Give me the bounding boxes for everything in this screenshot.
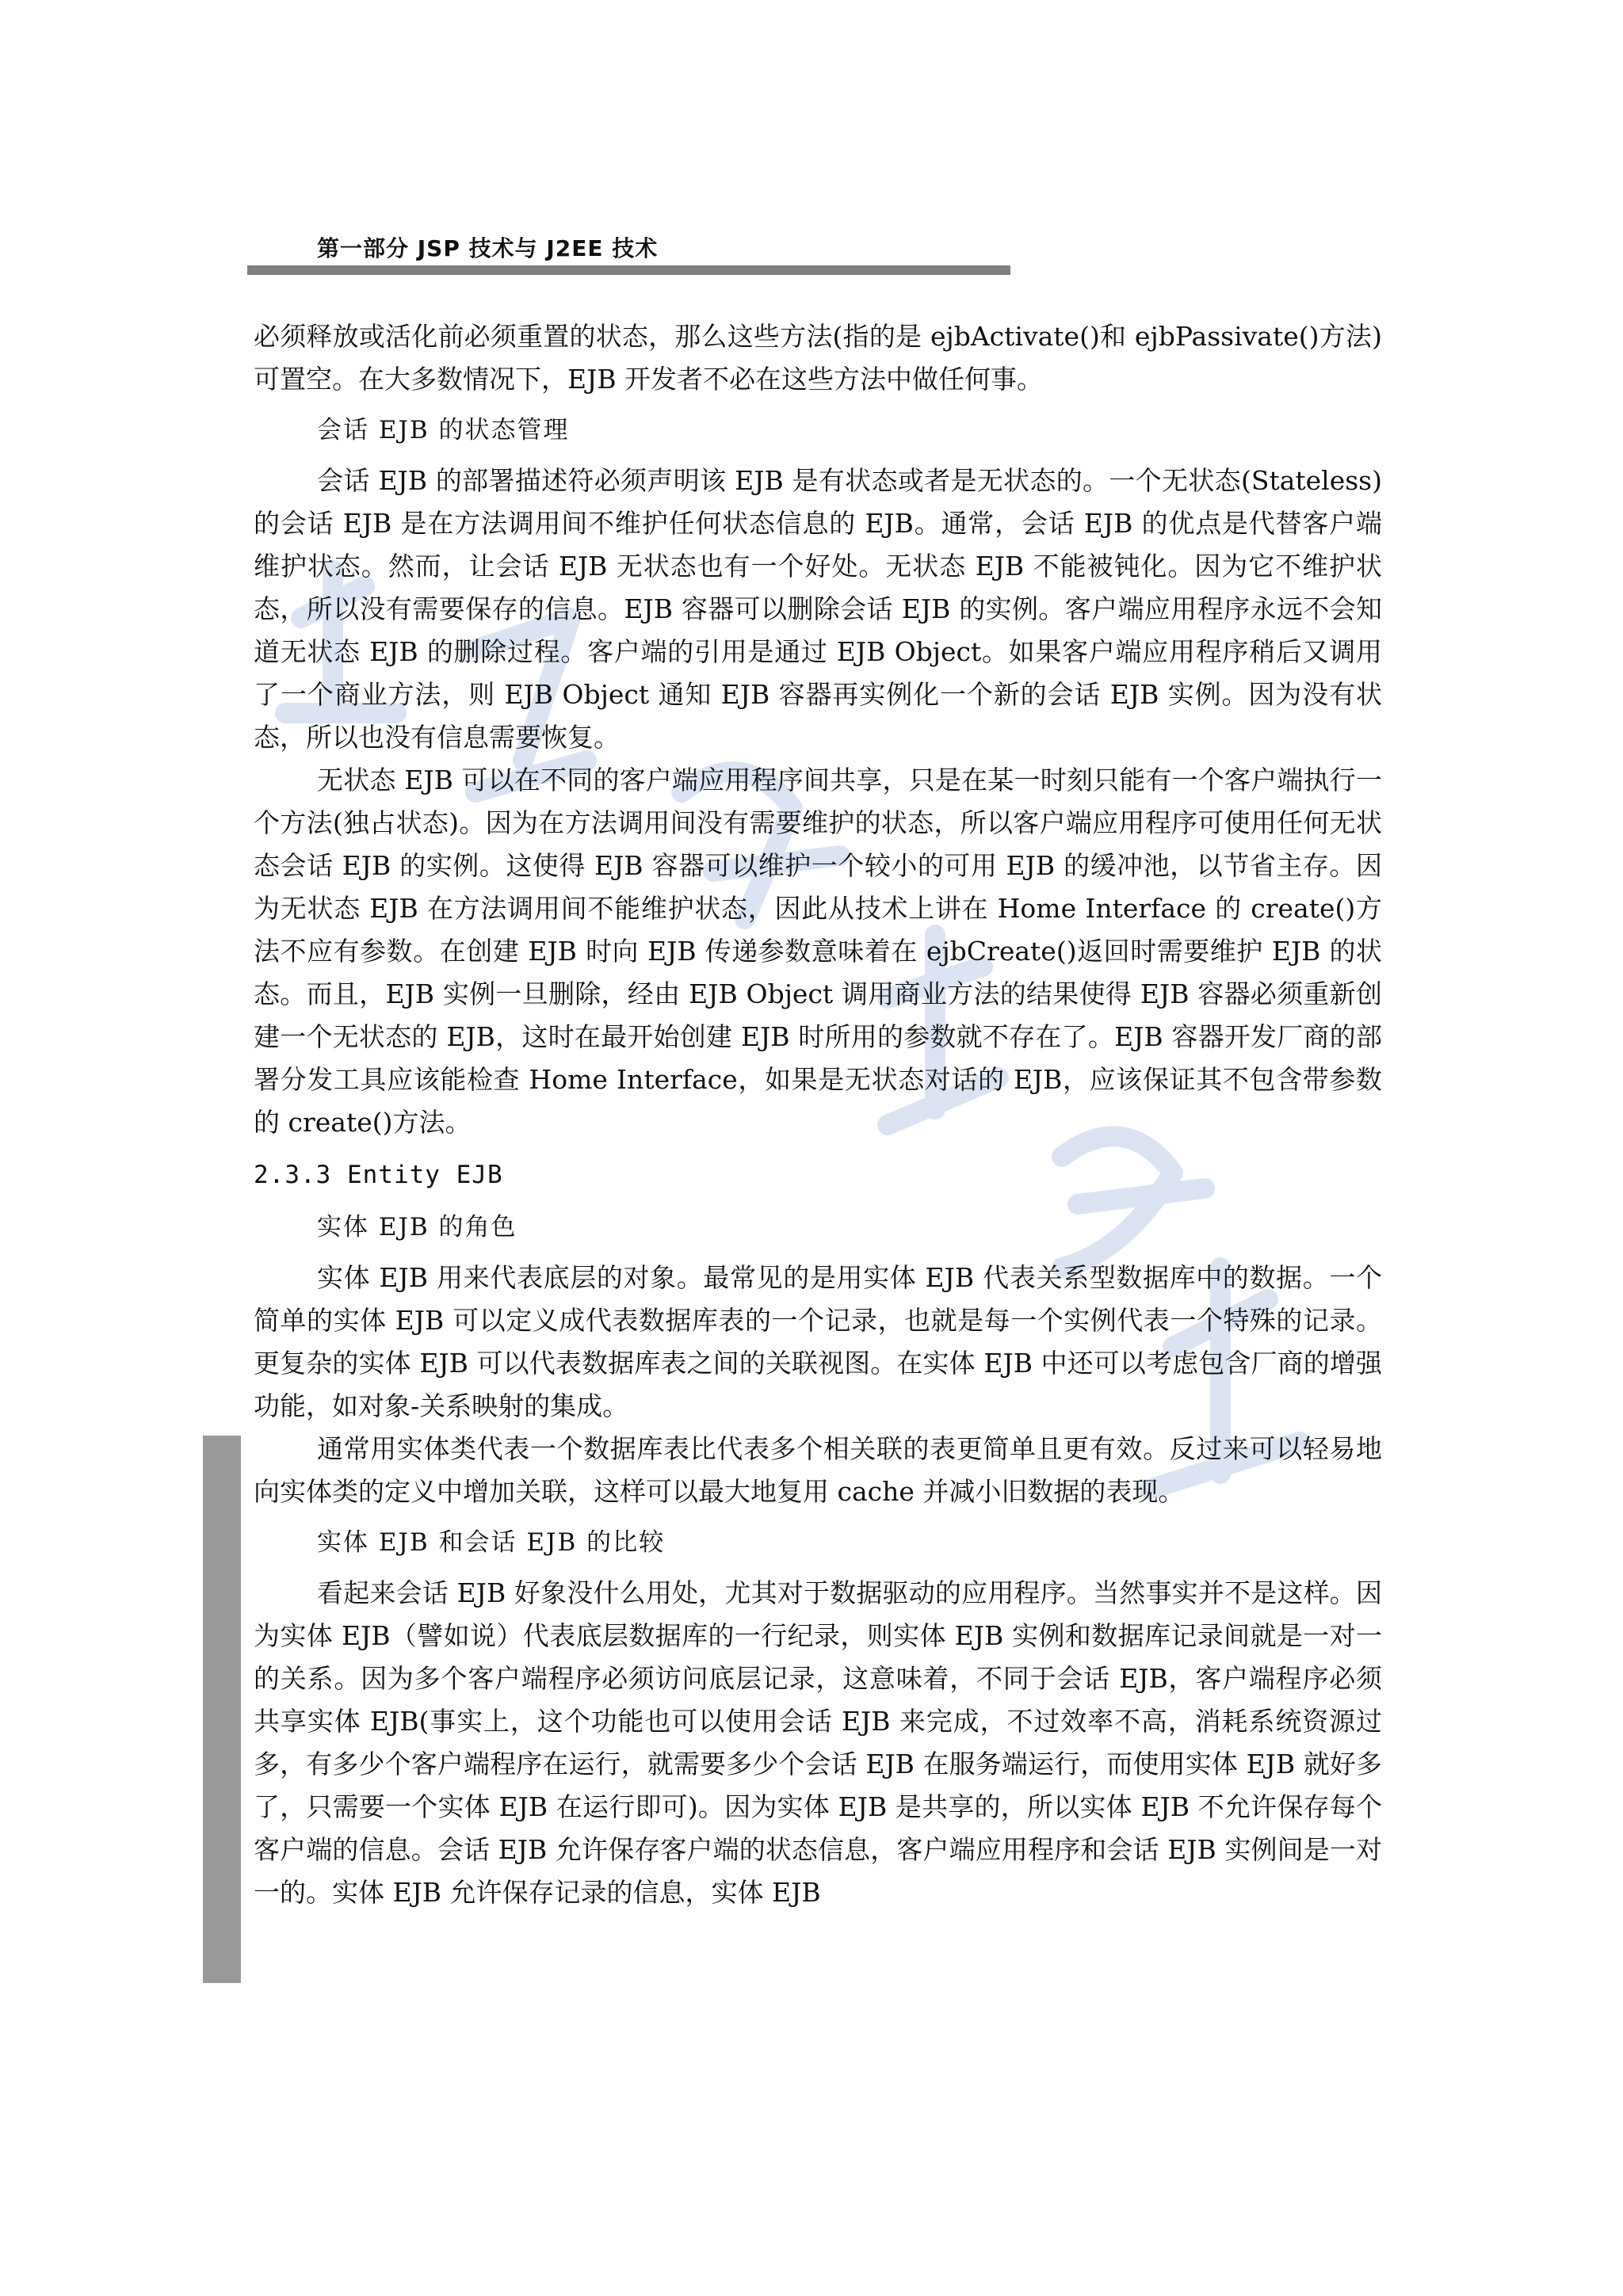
paragraph-entity-tables: 通常用实体类代表一个数据库表比代表多个相关联的表更简单且更有效。反过来可以轻易地向实体类的定义中增加关联，这样可以最大地复用 cache 并减小旧数据的表现。 <box>254 1433 1382 1507</box>
subheading-entity-vs-session: 实体 EJB 和会话 EJB 的比较 <box>317 1528 666 1557</box>
paragraph-entity-vs-session: 看起来会话 EJB 好象没什么用处，尤其对于数据驱动的应用程序。当然事实并不是这样。因为实体 EJB（譬如说）代表底层数据库的一行纪录，则实体 EJB 实例和数据库记录间就是一对一的关系。因为多个客户端程序必须访问底层记录，这意味着，不同于会话 EJB，客户端程序必须共享实体 EJB(事实上，这个功能也可以使用会话 EJB 来完成，不过效率不高，消耗系统资源过多，有多少个客户端程序在运行，就需要多少个会话 EJB 在服务端运行，而使用实体 EJB 就好多了，只需要一个实体 EJB 在运行即可)。因为实体 EJB 是共享的，所以实体 EJB 不允许保存每个客户端的信息。会话 EJB 允许保存客户端的状态信息，客户端应用程序和会话 EJB 实例间是一对一的。实体 EJB 允许保存记录的信息，实体 EJB <box>254 1577 1382 1908</box>
header-rule <box>247 265 1010 275</box>
paragraph-stateless-sharing: 无状态 EJB 可以在不同的客户端应用程序间共享，只是在某一时刻只能有一个客户端执行一个方法(独占状态)。因为在方法调用间没有需要维护的状态，所以客户端应用程序可使用任何无状态会话 EJB 的实例。这使得 EJB 容器可以维护一个较小的可用 EJB 的缓冲池，以节省主存。因为无状态 EJB 在方法调用间不能维护状态，因此从技术上讲在 Home Interface 的 create()方法不应有参数。在创建 EJB 时向 EJB 传递参数意味着在 ejbCreate()返回时需要维护 EJB 的状态。而且，EJB 实例一旦删除，经由 EJB Object 调用商业方法的结果使得 EJB 容器必须重新创建一个无状态的 EJB，这时在最开始创建 EJB 时所用的参数就不存在了。EJB 容器开发厂商的部署分发工具应该能检查 Home Interface，如果是无状态对话的 EJB，应该保证其不包含带参数的 create()方法。 <box>254 765 1383 1138</box>
side-margin-bar <box>203 1436 241 1983</box>
subheading-entity-role: 实体 EJB 的角色 <box>317 1213 517 1241</box>
subheading-session-state-management: 会话 EJB 的状态管理 <box>317 416 570 444</box>
body-text-column <box>254 315 1382 1914</box>
running-header-title: 第一部分 JSP 技术与 J2EE 技术 <box>317 235 659 261</box>
paragraph-entity-role: 实体 EJB 用来代表底层的对象。最常见的是用实体 EJB 代表关系型数据库中的数据。一个简单的实体 EJB 可以定义成代表数据库表的一个记录，也就是每一个实例代表一个特殊的记录。更复杂的实体 EJB 可以代表数据库表之间的关联视图。在实体 EJB 中还可以考虑包含厂商的增强功能，如对象-关系映射的集成。 <box>254 1262 1382 1421</box>
paragraph-stateless-session: 会话 EJB 的部署描述符必须声明该 EJB 是有状态或者是无状态的。一个无状态(Stateless)的会话 EJB 是在方法调用间不维护任何状态信息的 EJB。通常，会话 EJB 的优点是代替客户端维护状态。然而，让会话 EJB 无状态也有一个好处。无状态 EJB 不能被钝化。因为它不维护状态，所以没有需要保存的信息。EJB 容器可以删除会话 EJB 的实例。客户端应用程序永远不会知道无状态 EJB 的删除过程。客户端的引用是通过 EJB Object。如果客户端应用程序稍后又调用了一个商业方法，则 EJB Object 通知 EJB 容器再实例化一个新的会话 EJB 实例。因为没有状态，所以也没有信息需要恢复。 <box>254 465 1382 753</box>
paragraph-continued: 必须释放或活化前必须重置的状态，那么这些方法(指的是 ejbActivate()和 ejbPassivate()方法)可置空。在大多数情况下，EJB 开发者不必在这些方法中做任何事。 <box>254 321 1382 395</box>
section-heading-entity-ejb: 2.3.3 Entity EJB <box>254 1161 503 1189</box>
